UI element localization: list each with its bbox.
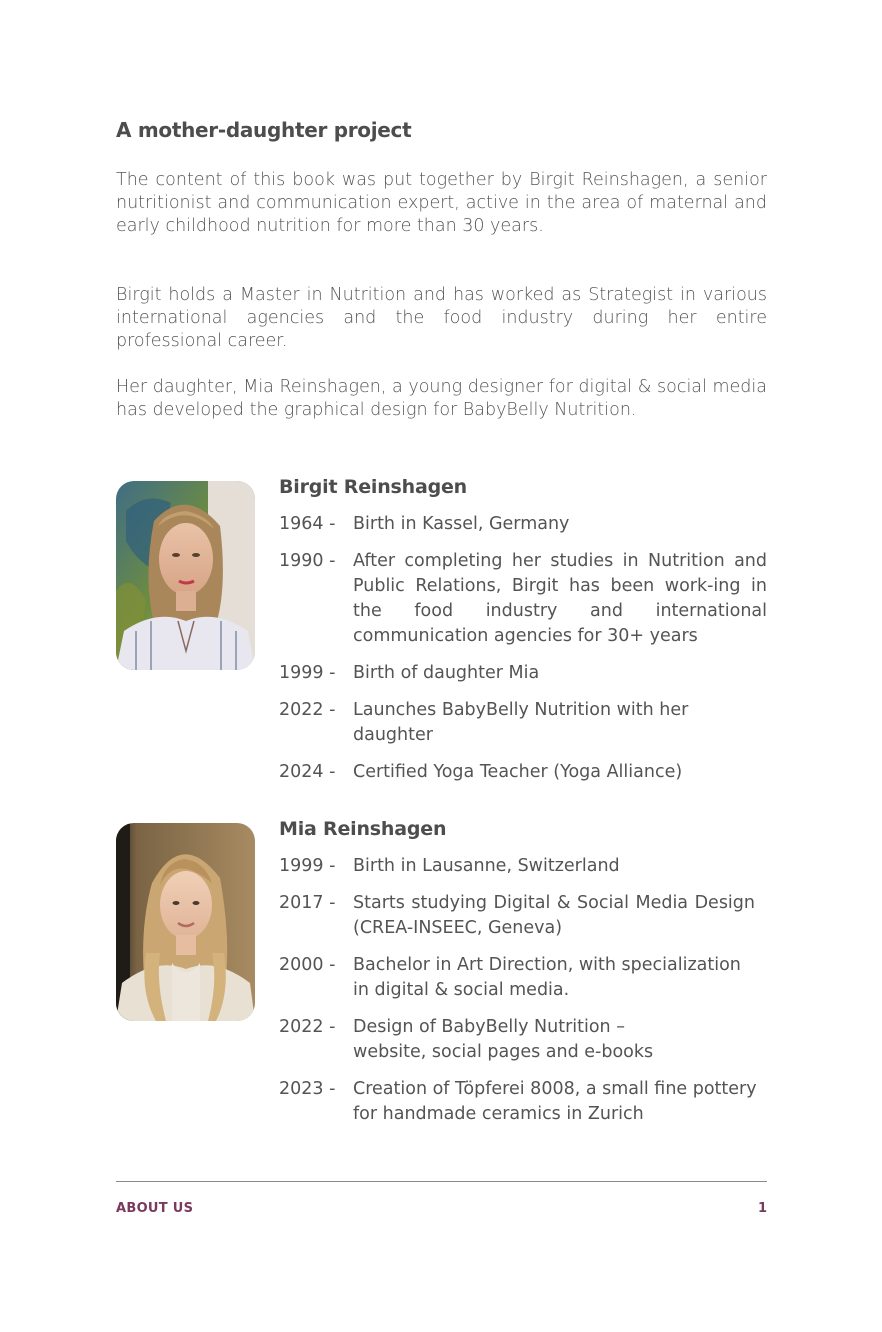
- timeline-year: 2023 -: [279, 1079, 336, 1099]
- timeline-text: Starts studying Digital & Social Media Design (CREA-INSEEC, Geneva): [353, 893, 755, 938]
- timeline-text: Birth in Lausanne, Switzerland: [353, 856, 620, 876]
- timeline-text: Birth in Kassel, Germany: [353, 514, 570, 534]
- timeline-text: Launches BabyBelly Nutrition with her daughter: [353, 700, 689, 745]
- birgit-portrait-photo: [116, 481, 255, 670]
- timeline-entry: [279, 698, 767, 748]
- timeline-text: Design of BabyBelly Nutrition – website, social pages and e-books: [353, 1017, 654, 1062]
- mia-portrait-photo: [116, 823, 255, 1021]
- person-name: Birgit Reinshagen: [279, 476, 468, 498]
- timeline-year: 2024 -: [279, 762, 336, 782]
- timeline-entry: [279, 661, 767, 686]
- timeline-text: After completing her studies in Nutrition and Public Relations, Birgit has been work-ing in the food industry and international communication agencies for 30+ years: [353, 551, 767, 646]
- timeline-year: 1990 -: [279, 551, 336, 571]
- timeline-text: Creation of Töpferei 8008, a small fine pottery for handmade ceramics in Zurich: [353, 1079, 757, 1124]
- intro-paragraph: Her daughter, Mia Reinshagen, a young designer for digital & social media has developed the graphical design for BabyBelly Nutrition.: [116, 377, 767, 420]
- timeline-text: Bachelor in Art Direction, with specialization in digital & social media.: [353, 955, 741, 1000]
- footer-section-label: ABOUT US: [116, 1201, 194, 1216]
- timeline-year: 1999 -: [279, 663, 336, 683]
- timeline-entry: [279, 549, 767, 649]
- timeline-year: 2017 -: [279, 893, 336, 913]
- timeline-year: 1999 -: [279, 856, 336, 876]
- page-title: A mother-daughter project: [116, 118, 412, 142]
- timeline-year: 2022 -: [279, 1017, 336, 1037]
- page-number: 1: [757, 1201, 767, 1216]
- timeline-entry: [279, 854, 767, 879]
- timeline-entry: [279, 1077, 767, 1127]
- intro-paragraph: The content of this book was put together by Birgit Reinshagen, a senior nutritionist and communication expert, active in the area of maternal and early childhood nutrition for more than 30 years.: [116, 170, 767, 236]
- timeline-year: 2022 -: [279, 700, 336, 720]
- timeline-entry: [279, 512, 767, 537]
- timeline-year: 1964 -: [279, 514, 336, 534]
- timeline-text: Birth of daughter Mia: [353, 663, 540, 683]
- intro-paragraph: Birgit holds a Master in Nutrition and has worked as Strategist in various international agencies and the food industry during her entire professional career.: [116, 285, 767, 351]
- timeline-entry: [279, 1015, 767, 1065]
- timeline-year: 2000 -: [279, 955, 336, 975]
- footer-divider: [116, 1181, 767, 1182]
- person-birgit: [279, 476, 767, 797]
- timeline-entry: [279, 953, 767, 1003]
- timeline-entry: [279, 760, 767, 785]
- page: [116, 0, 767, 1332]
- person-name: Mia Reinshagen: [279, 818, 447, 840]
- person-mia: [279, 818, 767, 1139]
- timeline-entry: [279, 891, 767, 941]
- timeline-text: Certified Yoga Teacher (Yoga Alliance): [353, 762, 683, 782]
